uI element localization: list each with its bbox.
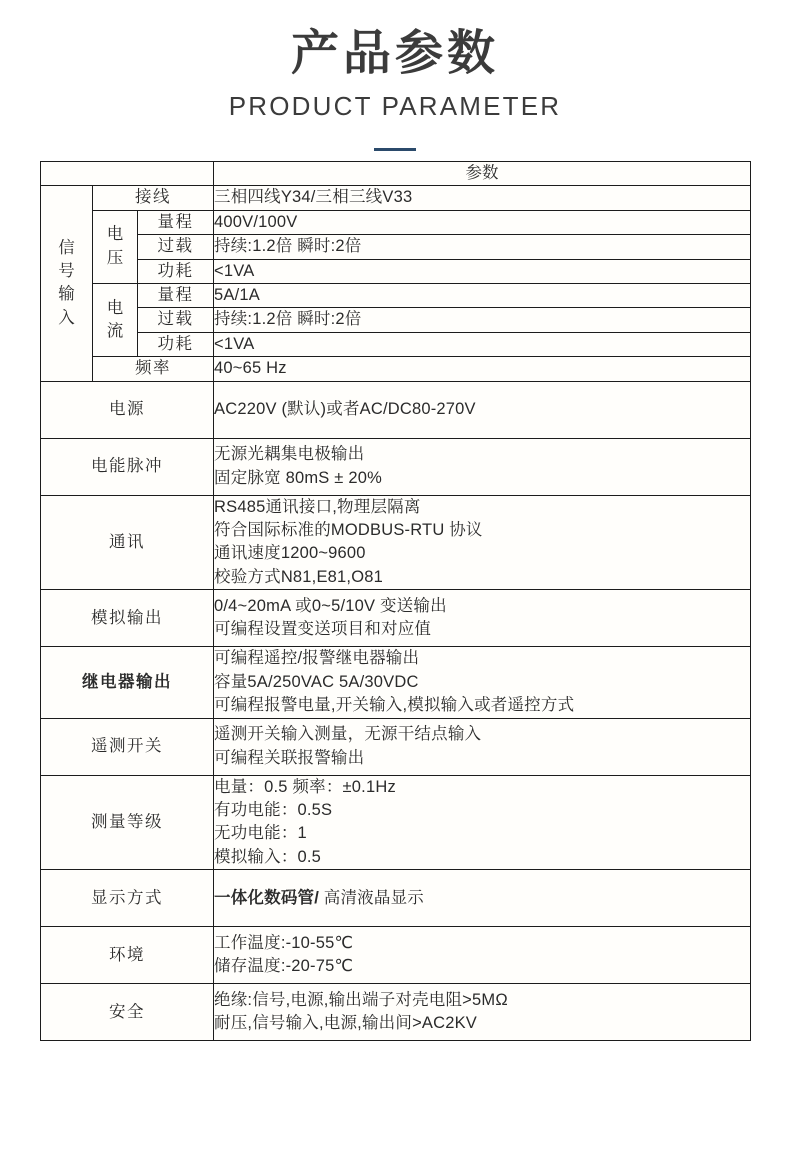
table-row-voltage-power: [41, 259, 751, 283]
table-row: [41, 438, 751, 495]
table-row: [41, 381, 751, 438]
page-header: [0, 0, 790, 148]
row-label: 继电器输出: [41, 647, 214, 718]
table-row: [41, 870, 751, 927]
page-subtitle: PRODUCT PARAMETER: [228, 90, 562, 121]
title-divider: [0, 138, 790, 148]
table-row-current-power: [41, 332, 751, 356]
row-label: 电能脉冲: [41, 438, 214, 495]
row-value: [214, 775, 751, 870]
spec-table-body: [41, 161, 751, 1040]
table-row: [41, 775, 751, 870]
row-value-line: 固定脉宽 80mS ± 20%: [214, 468, 382, 487]
row-value-line: 可编程报警电量,开关输入,模拟输入或者遥控方式: [214, 696, 575, 715]
row-value: [214, 870, 751, 927]
row-label: 显示方式: [41, 870, 214, 927]
row-label-wiring: 接线: [93, 186, 214, 210]
row-label: 通讯: [41, 495, 214, 590]
row-value-voltage-overload: 持续:1.2倍 瞬时:2倍: [214, 235, 751, 259]
row-value-line: 有功电能：0.5S: [214, 800, 333, 819]
table-row-current-overload: [41, 308, 751, 332]
row-label-current-overload: 过载: [138, 308, 214, 332]
row-value-frequency: 40~65 Hz: [214, 357, 751, 381]
group-label-current: 电流: [93, 283, 138, 356]
row-value-line: RS485通讯接口,物理层隔离: [214, 497, 421, 516]
table-row-current-range: [41, 283, 751, 307]
row-label: 模拟输出: [41, 590, 214, 647]
row-label-frequency: 频率: [93, 357, 214, 381]
table-row-frequency: [41, 357, 751, 381]
group-label-voltage: 电压: [93, 210, 138, 283]
table-row: [41, 590, 751, 647]
row-value-line: 0/4~20mA 或0~5/10V 变送输出: [214, 596, 447, 615]
header-cell-parameter: 参数: [214, 161, 751, 185]
row-value-line: 无功电能：1: [214, 824, 307, 843]
row-value-current-power: <1VA: [214, 332, 751, 356]
row-label: 测量等级: [41, 775, 214, 870]
row-label-current-range: 量程: [138, 283, 214, 307]
row-value-line: 模拟输入：0.5: [214, 847, 322, 866]
row-value: [214, 495, 751, 590]
row-label: 环境: [41, 927, 214, 984]
row-value-voltage-range: 400V/100V: [214, 210, 751, 234]
divider-line-icon: [374, 148, 416, 151]
row-value-line: 无源光耦集电极输出: [214, 445, 365, 464]
row-value-line: 储存温度:-20-75℃: [214, 957, 354, 976]
table-row-voltage-overload: [41, 235, 751, 259]
row-value-line: 耐压,信号输入,电源,输出间>AC2KV: [214, 1014, 478, 1033]
table-row: [41, 984, 751, 1041]
row-value-line: 可编程设置变送项目和对应值: [214, 620, 432, 639]
row-value-line: 绝缘:信号,电源,输出端子对壳电阻>5MΩ: [214, 990, 508, 1009]
row-value-current-range: 5A/1A: [214, 283, 751, 307]
row-label-voltage-power: 功耗: [138, 259, 214, 283]
row-value: [214, 381, 751, 438]
row-value-line: 可编程遥控/报警继电器输出: [214, 649, 420, 668]
row-value: [214, 984, 751, 1041]
table-row: [41, 718, 751, 775]
row-value-current-overload: 持续:1.2倍 瞬时:2倍: [214, 308, 751, 332]
table-row: [41, 647, 751, 718]
spec-table-container: [40, 161, 750, 1041]
spec-table: [40, 161, 751, 1041]
table-row: [41, 495, 751, 590]
row-value-line: 遥测开关输入测量，无源干结点输入: [214, 725, 482, 744]
table-row-wiring: [41, 186, 751, 210]
table-header-row: [41, 161, 751, 185]
page-title: 产品参数: [290, 27, 499, 80]
row-value: [214, 438, 751, 495]
row-value-voltage-power: <1VA: [214, 259, 751, 283]
row-value: [214, 927, 751, 984]
row-value: [214, 647, 751, 718]
row-value-line: 工作温度:-10-55℃: [214, 933, 354, 952]
row-value: [214, 590, 751, 647]
row-label: 遥测开关: [41, 718, 214, 775]
row-label-current-power: 功耗: [138, 332, 214, 356]
row-value-line: 容量5A/250VAC 5A/30VDC: [214, 672, 419, 691]
row-value-wiring: 三相四线Y34/三相三线V33: [214, 186, 751, 210]
header-cell-blank: [41, 161, 214, 185]
row-label: 电源: [41, 381, 214, 438]
group-label-signal-input: 信号输入: [41, 186, 93, 381]
row-value-line: 可编程关联报警输出: [214, 748, 365, 767]
table-row-voltage-range: [41, 210, 751, 234]
row-value-line: AC220V (默认)或者AC/DC80-270V: [214, 399, 476, 418]
row-value: [214, 718, 751, 775]
row-value-line: 符合国际标准的MODBUS-RTU 协议: [214, 521, 483, 540]
row-value-line: 通讯速度1200~9600: [214, 544, 366, 563]
table-row: [41, 927, 751, 984]
row-value-segment: 一体化数码管/: [214, 888, 319, 907]
row-label-voltage-overload: 过载: [138, 235, 214, 259]
row-value-line: 电量：0.5 频率：±0.1Hz: [214, 777, 396, 796]
row-value-line: 校验方式N81,E81,O81: [214, 567, 383, 586]
row-label: 安全: [41, 984, 214, 1041]
row-label-voltage-range: 量程: [138, 210, 214, 234]
row-value-segment: 高清液晶显示: [319, 888, 424, 907]
